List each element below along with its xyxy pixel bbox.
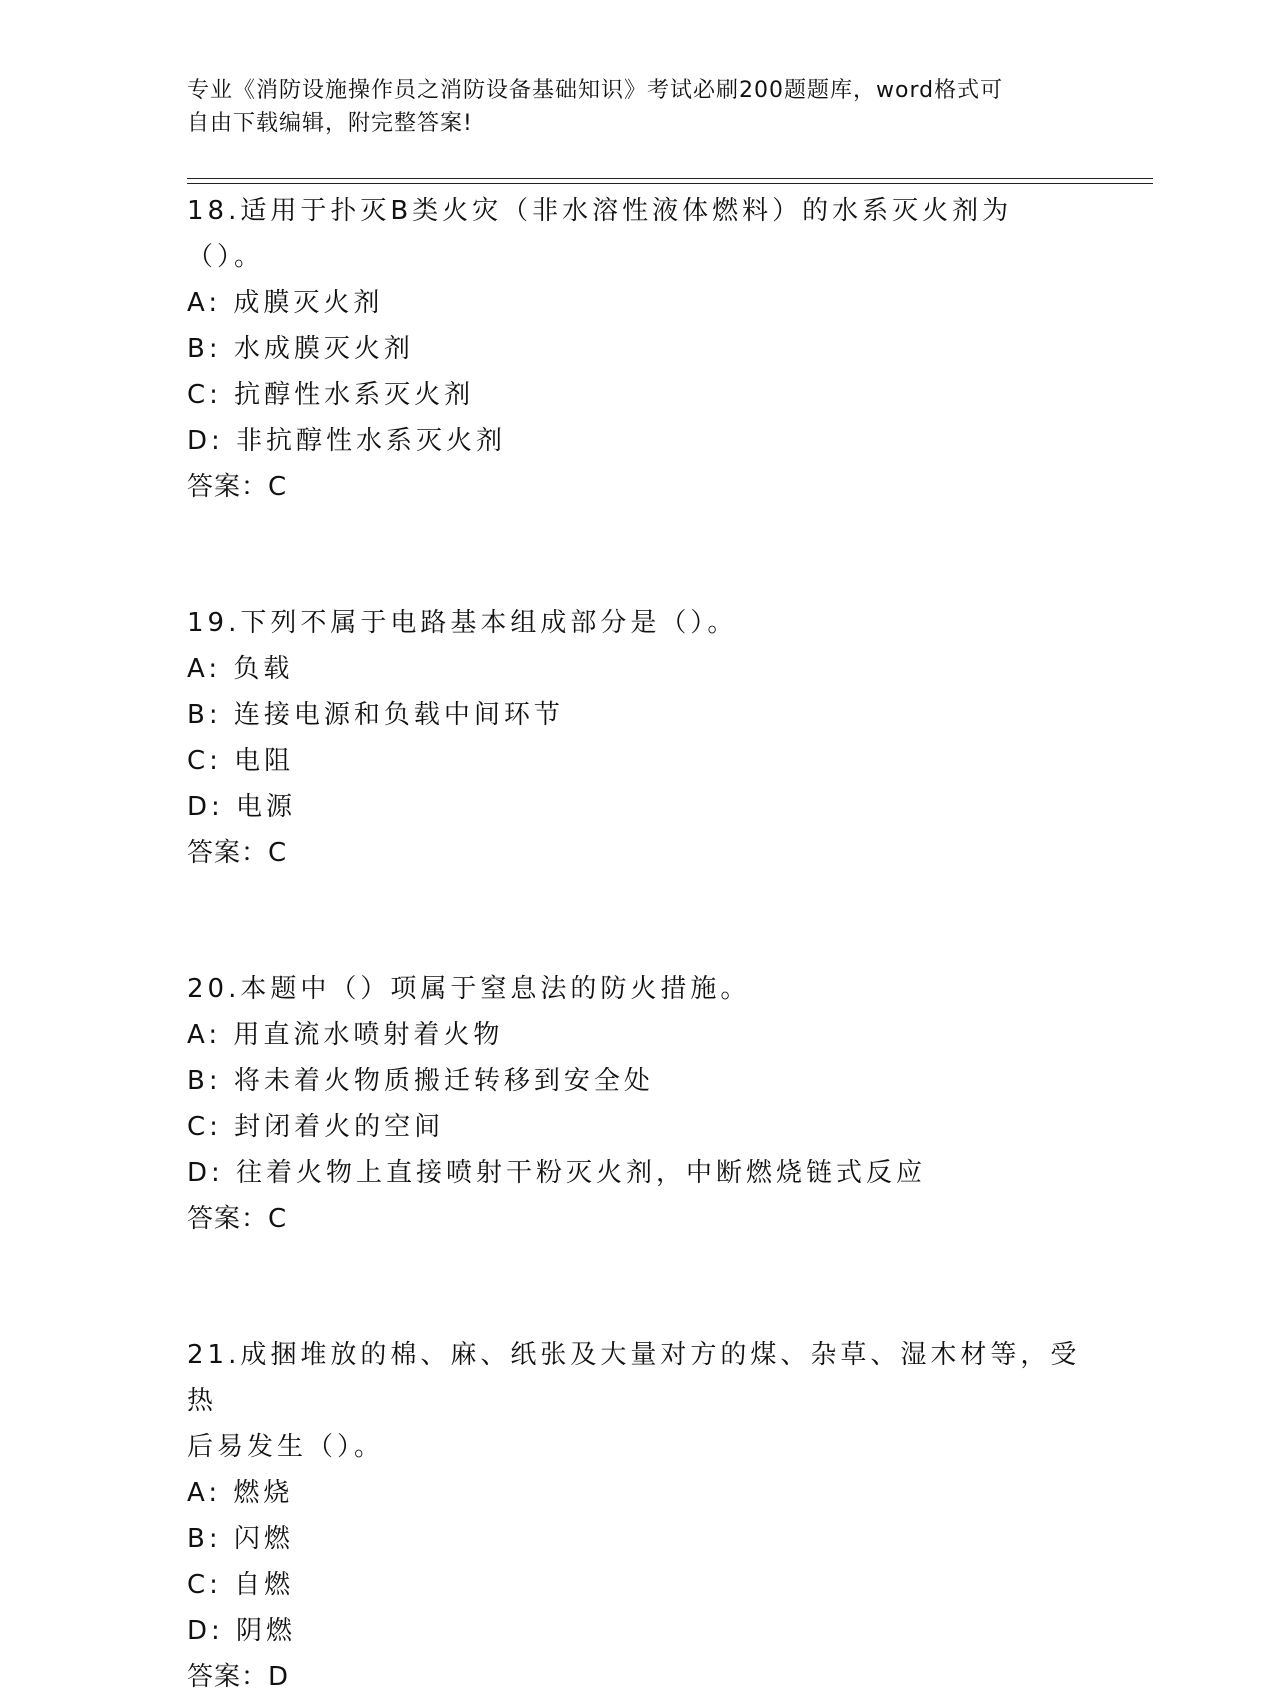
option-c: C: 封闭着火的空间 [187,1112,445,1142]
question-stem-line-1: 21.成捆堆放的棉、麻、纸张及大量对方的煤、杂草、湿木材等，受热 [187,1340,1081,1416]
question-19 [187,600,1087,876]
question-list [187,188,1087,1700]
answer: 答案：C [187,838,288,868]
question-21 [187,1332,1087,1700]
option-a: A: 负载 [187,654,294,684]
answer: 答案：C [187,1204,288,1234]
option-d: D: 非抗醇性水系灭火剂 [187,426,507,456]
option-c: C: 抗醇性水系灭火剂 [187,380,475,410]
question-18 [187,188,1087,510]
header-line-2: 自由下载编辑，附完整答案! [187,111,473,136]
option-d: D: 阴燃 [187,1616,297,1646]
question-20 [187,966,1087,1242]
header-divider-bottom [187,183,1153,184]
header-divider-top [187,178,1153,179]
header-line-1: 专业《消防设施操作员之消防设备基础知识》考试必刷200题题库，word格式可 [187,78,1004,103]
option-b: B: 闪燃 [187,1524,294,1554]
option-a: A: 燃烧 [187,1478,294,1508]
option-b: B: 水成膜灭火剂 [187,334,414,364]
answer: 答案：D [187,1662,290,1692]
option-a: A: 用直流水喷射着火物 [187,1020,504,1050]
question-stem-line-2: 后易发生（）。 [187,1432,385,1462]
option-c: C: 电阻 [187,746,295,776]
option-d: D: 往着火物上直接喷射干粉灭火剂，中断燃烧链式反应 [187,1158,927,1188]
question-stem: 19.下列不属于电路基本组成部分是（）。 [187,608,738,638]
question-stem: 18.适用于扑灭B类火灾（非水溶性液体燃料）的水系灭火剂为（）。 [187,196,1013,272]
question-spacer [187,876,1087,966]
question-spacer [187,1242,1087,1332]
option-b: B: 将未着火物质搬迁转移到安全处 [187,1066,654,1096]
option-a: A: 成膜灭火剂 [187,288,384,318]
answer: 答案：C [187,472,288,502]
option-b: B: 连接电源和负载中间环节 [187,700,564,730]
question-spacer [187,510,1087,600]
option-d: D: 电源 [187,792,297,822]
option-c: C: 自燃 [187,1570,295,1600]
document-header [187,74,1067,140]
question-stem: 20.本题中（）项属于窒息法的防火措施。 [187,974,751,1004]
